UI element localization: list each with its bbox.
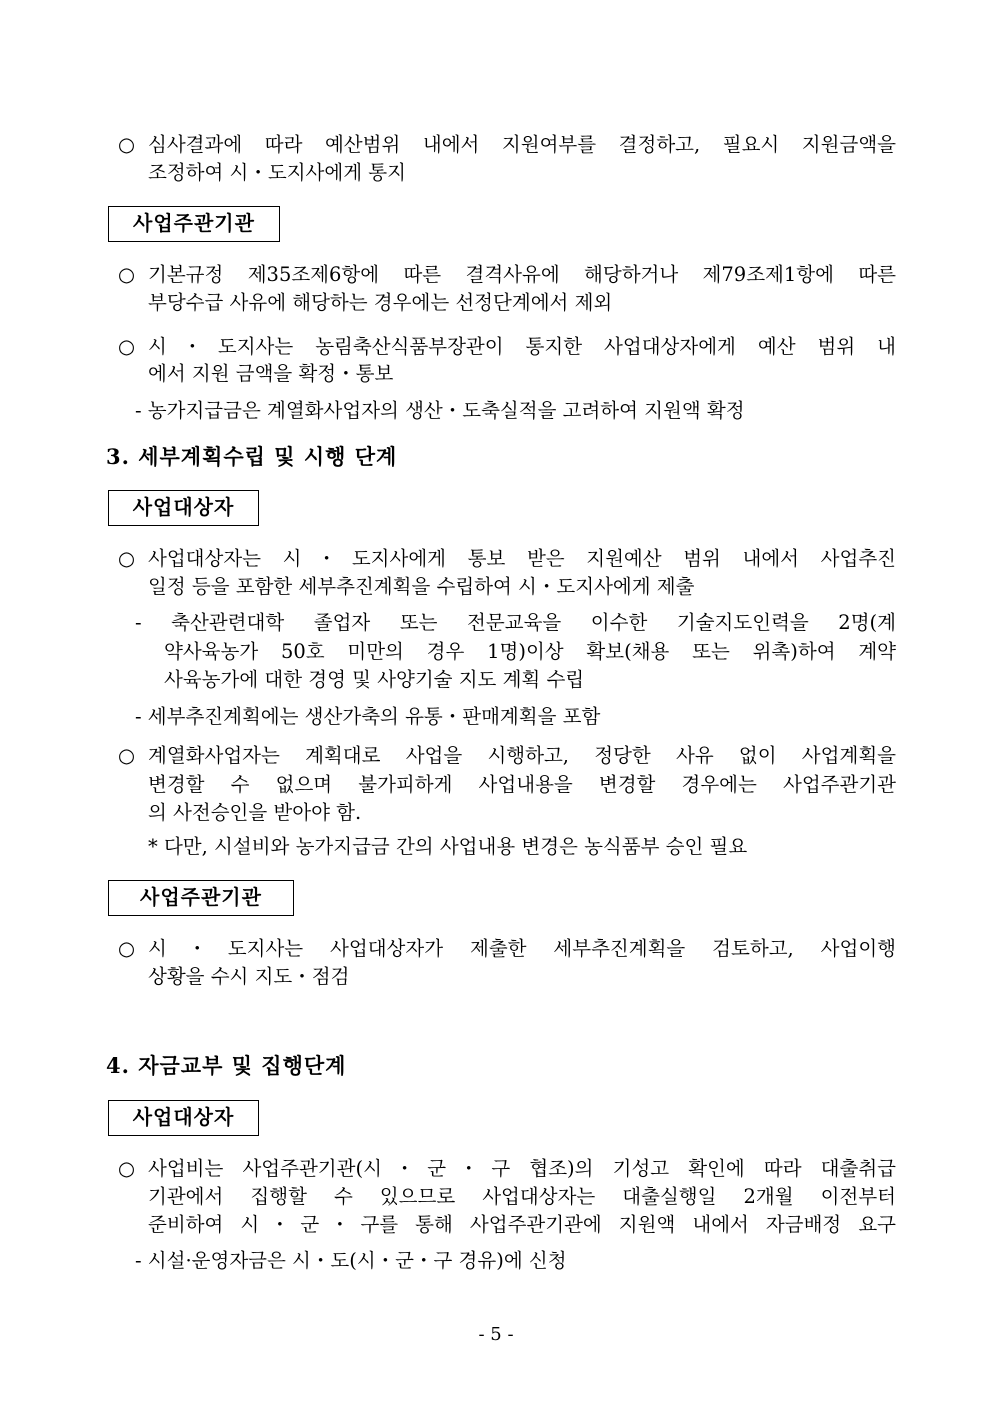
paragraph-line: 일정 등을 포함한 세부추진계획을 수립하여 시・도지사에게 제출 xyxy=(148,575,695,598)
paragraph-line: 상황을 수시 지도・점검 xyxy=(148,965,350,988)
paragraph-line: 시・도지사는 농림축산식품부장관이 통지한 사업대상자에게 예산 범위 내 xyxy=(148,335,896,358)
paragraph-line: 준비하여 시・군・구를 통해 사업주관기관에 지원액 내에서 자금배정 요구 xyxy=(148,1213,896,1236)
section-box-agency: 사업주관기관 xyxy=(108,880,294,916)
paragraph-line: 사업대상자는 시・도지사에게 통보 받은 지원예산 범위 내에서 사업추진 xyxy=(148,547,896,570)
paragraph-line: 부당수급 사유에 해당하는 경우에는 선정단계에서 제외 xyxy=(148,291,613,314)
paragraph-line: 에서 지원 금액을 확정・통보 xyxy=(148,362,394,385)
paragraph-line: 심사결과에 따라 예산범위 내에서 지원여부를 결정하고, 필요시 지원금액을 xyxy=(148,133,896,156)
bullet-circle: ○ xyxy=(118,133,136,156)
paragraph-line: 조정하여 시・도지사에게 통지 xyxy=(148,161,406,184)
bullet-circle: ○ xyxy=(118,335,136,358)
section-box-target: 사업대상자 xyxy=(108,490,259,526)
bullet-circle: ○ xyxy=(118,263,136,286)
bullet-circle: ○ xyxy=(118,744,136,767)
section-box-target: 사업대상자 xyxy=(108,1100,259,1136)
dash-item-line: - 축산관련대학 졸업자 또는 전문교육을 이수한 기술지도인력을 2명(계 xyxy=(135,611,896,634)
section-box-agency: 사업주관기관 xyxy=(108,206,280,242)
note-line: * 다만, 시설비와 농가지급금 간의 사업내용 변경은 농식품부 승인 필요 xyxy=(148,835,748,858)
bullet-circle: ○ xyxy=(118,1157,136,1180)
paragraph-line: 계열화사업자는 계획대로 사업을 시행하고, 정당한 사유 없이 사업계획을 xyxy=(148,744,896,767)
dash-item: - 농가지급금은 계열화사업자의 생산・도축실적을 고려하여 지원액 확정 xyxy=(135,399,745,422)
bullet-circle: ○ xyxy=(118,547,136,570)
dash-item: - 세부추진계획에는 생산가축의 유통・판매계획을 포함 xyxy=(135,705,601,728)
bullet-circle: ○ xyxy=(118,937,136,960)
paragraph-line: 변경할 수 없으며 불가피하게 사업내용을 변경할 경우에는 사업주관기관 xyxy=(148,773,896,796)
section-4-title: 4. 자금교부 및 집행단계 xyxy=(106,1053,347,1078)
section-3-title: 3. 세부계획수립 및 시행 단계 xyxy=(106,444,398,469)
dash-item: - 시설·운영자금은 시・도(시・군・구 경유)에 신청 xyxy=(135,1249,567,1272)
dash-item-line: 약사육농가 50호 미만의 경우 1명)이상 확보(채용 또는 위촉)하여 계약 xyxy=(164,640,896,663)
paragraph-line: 시・도지사는 사업대상자가 제출한 세부추진계획을 검토하고, 사업이행 xyxy=(148,937,896,960)
paragraph-line: 기관에서 집행할 수 있으므로 사업대상자는 대출실행일 2개월 이전부터 xyxy=(148,1185,896,1208)
paragraph-line: 기본규정 제35조제6항에 따른 결격사유에 해당하거나 제79조제1항에 따른 xyxy=(148,263,896,286)
dash-item-line: 사육농가에 대한 경영 및 사양기술 지도 계획 수립 xyxy=(164,668,585,691)
paragraph-line: 의 사전승인을 받아야 함. xyxy=(148,801,362,824)
paragraph-line: 사업비는 사업주관기관(시・군・구 협조)의 기성고 확인에 따라 대출취급 xyxy=(148,1157,896,1180)
page-number: - 5 - xyxy=(478,1324,514,1345)
